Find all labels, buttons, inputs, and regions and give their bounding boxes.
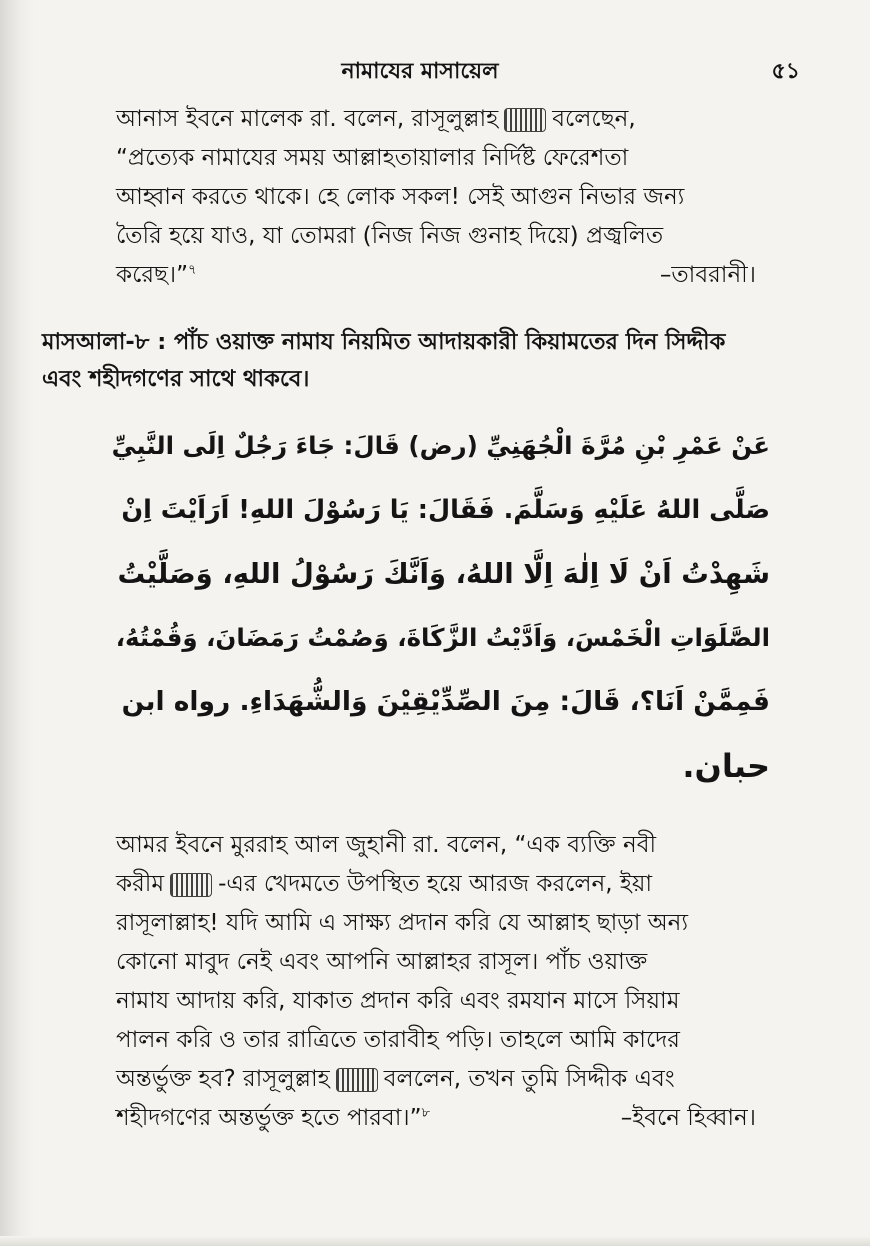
text-line: করীম -এর খেদমতে উপস্থিত হয়ে আরজ করলেন, ইয়া (116, 871, 653, 897)
arabic-line: شَهِدْتُ اَنْ لَا اِلٰهَ اِلَّا اللهُ، وَاَنَّكَ رَسُوْلُ اللهِ، وَصَلَّيْتُ (117, 558, 770, 590)
text-line: নামায আদায় করি, যাকাত প্রদান করি এবং রমযান মাসে সিয়াম (116, 988, 680, 1014)
text-line: “প্রত্যেক নামাযের সময় আল্লাহতায়ালার নির্দিষ্ট ফেরেশতা (116, 145, 629, 171)
page-header (40, 52, 800, 86)
text-line: আমর ইবনে মুররাহ আল জুহানী রা. বলেন, “এক ব্যক্তি নবী (116, 832, 657, 858)
arabic-line: فَمِمَّنْ اَنَا؟، قَالَ: مِنَ الصِّدِّيْقِيْنَ وَالشُّهَدَاءِ. رواه ابن (121, 686, 770, 717)
arabic-line: عَنْ عَمْرِ بْنِ مُرَّةَ الْجُهَنِيِّ (رض) قَالَ: جَاءَ رَجُلٌ اِلَى النَّبِيِّ (111, 431, 770, 460)
hadith-source: –তাবরানী। (659, 262, 756, 288)
text-line: অন্তর্ভুক্ত হব? রাসূলুল্লাহ বললেন, তখন তুমি সিদ্দীক এবং (116, 1066, 675, 1092)
page-number: ৫১ (771, 59, 800, 84)
text-line: কোনো মাবুদ নেই এবং আপনি আল্লাহর রাসূল। পাঁচ ওয়াক্ত (116, 949, 648, 975)
masala-line: মাসআলা-৮ : পাঁচ ওয়াক্ত নামায নিয়মিত আদায়কারী কিয়ামতের দিন সিদ্দীক (42, 329, 726, 355)
text-line: পালন করি ও তার রাত্রিতে তারাবীহ পড়ি। তাহলে আমি কাদের (116, 1027, 680, 1053)
text-line: আহ্বান করতে থাকে। হে লোক সকল! সেই আগুন নিভার জন্য (116, 184, 685, 210)
salutation-seal-icon (336, 1068, 378, 1092)
text-line: তৈরি হয়ে যাও, যা তোমরা (নিজ নিজ গুনাহ দিয়ে) প্রজ্বলিত (116, 223, 664, 249)
arabic-hadith-text (110, 414, 770, 798)
text-line: রাসূলাল্লাহ! যদি আমি এ সাক্ষ্য প্রদান করি যে আল্লাহ ছাড়া অন্য (116, 910, 689, 936)
arabic-line: حبان. (682, 747, 770, 785)
text-line: আনাস ইবনে মালেক রা. বলেন, রাসূলুল্লাহ বলেছেন, (116, 106, 636, 132)
text-line: শহীদগণের অন্তর্ভুক্ত হতে পারবা।”$^৮$ –ইবনে হিব্বান। (116, 1099, 756, 1138)
masala-line: এবং শহীদগণের সাথে থাকবে। (42, 366, 310, 392)
masala-heading (42, 324, 772, 398)
arabic-line: الصَّلَوَاتِ الْخَمْسَ، وَاَدَّيْتُ الزَّكَاةَ، وَصُمْتُ رَمَضَانَ، وَقُمْتُهُ، (115, 623, 770, 652)
hadith-translation-1 (116, 100, 756, 295)
running-title: নামাযের মাসায়েল (341, 59, 499, 84)
salutation-seal-icon (504, 108, 546, 132)
salutation-seal-icon (170, 873, 212, 897)
hadith-translation-2 (116, 826, 756, 1138)
footnote-ref: ৭ (188, 262, 197, 278)
arabic-line: صَلَّى اللهُ عَلَيْهِ وَسَلَّمَ. فَقَالَ: يَا رَسُوْلَ اللهِ! اَرَاَيْتَ اِنْ (121, 495, 770, 525)
page-binding-edge (0, 0, 34, 1246)
hadith-source: –ইবনে হিব্বান। (620, 1105, 756, 1131)
text-line: করেছ।”$^৭$ –তাবরানী। (116, 256, 756, 295)
page-bottom-edge (0, 1236, 870, 1246)
footnote-ref: ৮ (421, 1105, 430, 1121)
